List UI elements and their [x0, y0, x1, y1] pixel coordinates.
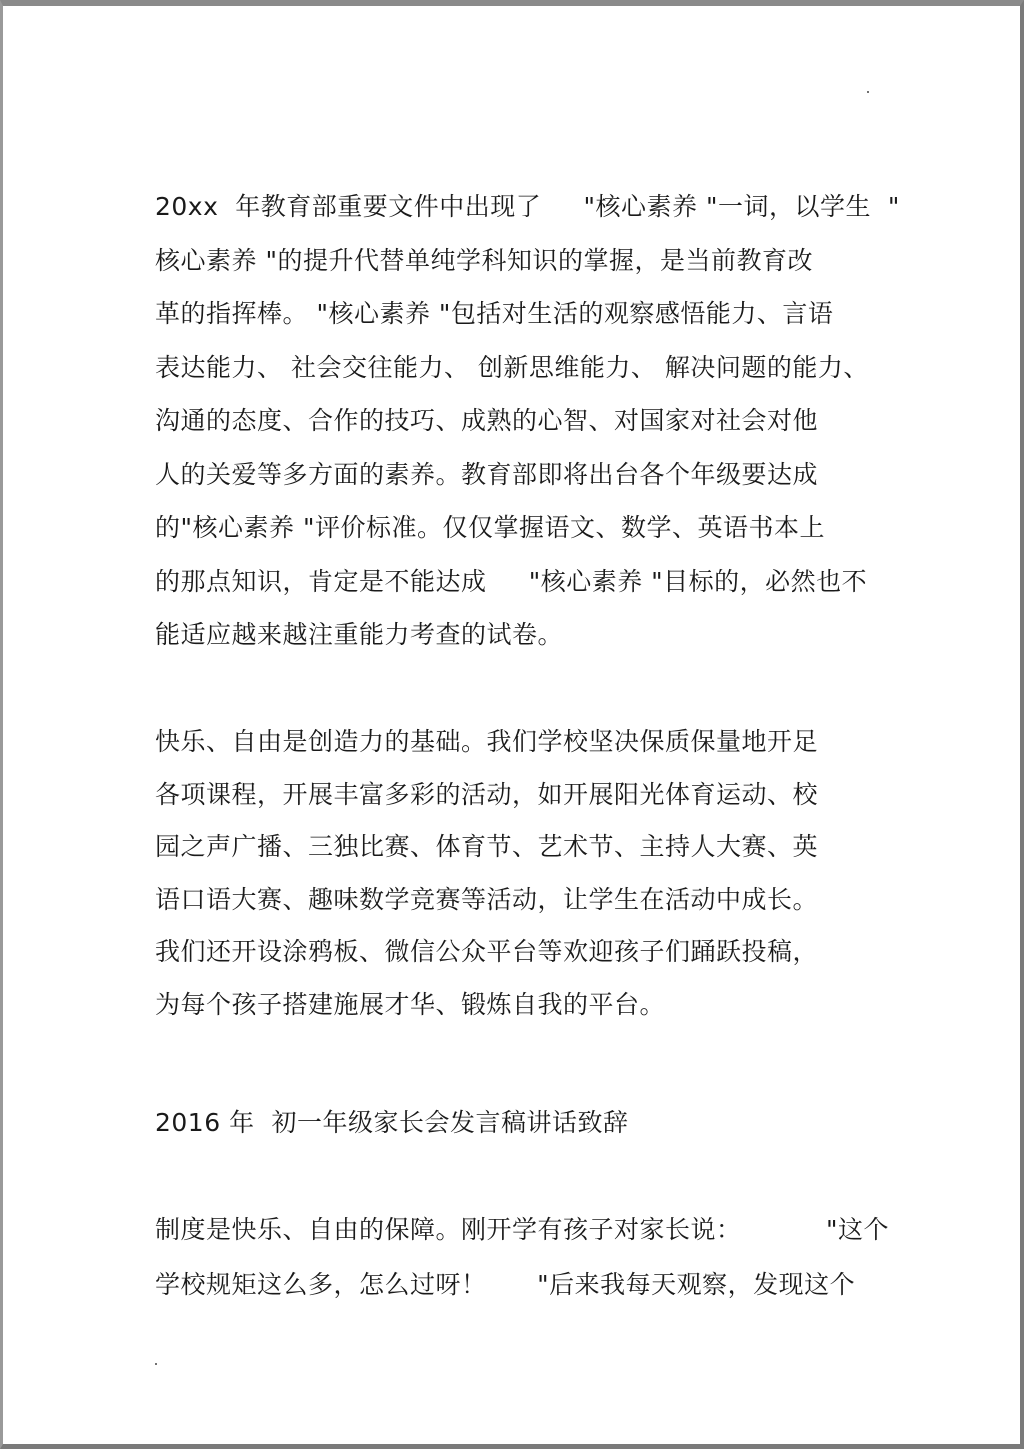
- paragraph-rules-guarantee: [155, 1202, 889, 1312]
- text-line: 为每个孩子搭建施展才华、锻炼自我的平台。: [155, 989, 666, 1019]
- text-line: 表达能力、 社会交往能力、 创新思维能力、 解决问题的能力、: [155, 352, 869, 382]
- text-line: 的那点知识，肯定是不能达成 "核心素养 "目标的，必然也不: [155, 566, 868, 596]
- text-line: 我们还开设涂鸦板、微信公众平台等欢迎孩子们踊跃投稿，: [155, 937, 819, 966]
- text-line: 快乐、自由是创造力的基础。我们学校坚决保质保量地开足: [155, 727, 819, 756]
- text-line: 人的关爱等多方面的素养。教育部即将出台各个年级要达成: [155, 459, 819, 489]
- text-line: 园之声广播、三独比赛、体育节、艺术节、主持人大赛、英: [155, 832, 819, 861]
- paragraph-core-literacy: [155, 180, 900, 662]
- text-line: 的"核心素养 "评价标准。仅仅掌握语文、数学、英语书本上: [155, 513, 825, 542]
- text-line: 核心素养 "的提升代替单纯学科知识的掌握，是当前教育改: [155, 245, 813, 275]
- text-line: 能适应越来越注重能力考查的试卷。: [155, 620, 564, 649]
- paragraph-happiness-freedom: [155, 716, 818, 1031]
- section-heading: [155, 1096, 628, 1150]
- text-line: 制度是快乐、自由的保障。刚开学有孩子对家长说： "这个: [155, 1215, 889, 1244]
- text-line: 语口语大赛、趣味数学竞赛等活动，让学生在活动中成长。: [155, 884, 819, 914]
- text-line: 20xx 年教育部重要文件中出现了 "核心素养 "一词，以学生 ": [155, 192, 900, 221]
- corner-dot-mark: [867, 91, 869, 93]
- heading-text: 2016 年 初一年级家长会发言稿讲话致辞: [155, 1108, 629, 1137]
- text-line: 各项课程，开展丰富多彩的活动，如开展阳光体育运动、校: [155, 779, 819, 809]
- text-line: 革的指挥棒。 "核心素养 "包括对生活的观察感悟能力、言语: [155, 299, 834, 328]
- corner-dot-mark: [155, 1363, 157, 1365]
- text-line: 学校规矩这么多，怎么过呀！ "后来我每天观察，发现这个: [155, 1270, 856, 1299]
- text-line: 沟通的态度、合作的技巧、成熟的心智、对国家对社会对他: [155, 406, 819, 435]
